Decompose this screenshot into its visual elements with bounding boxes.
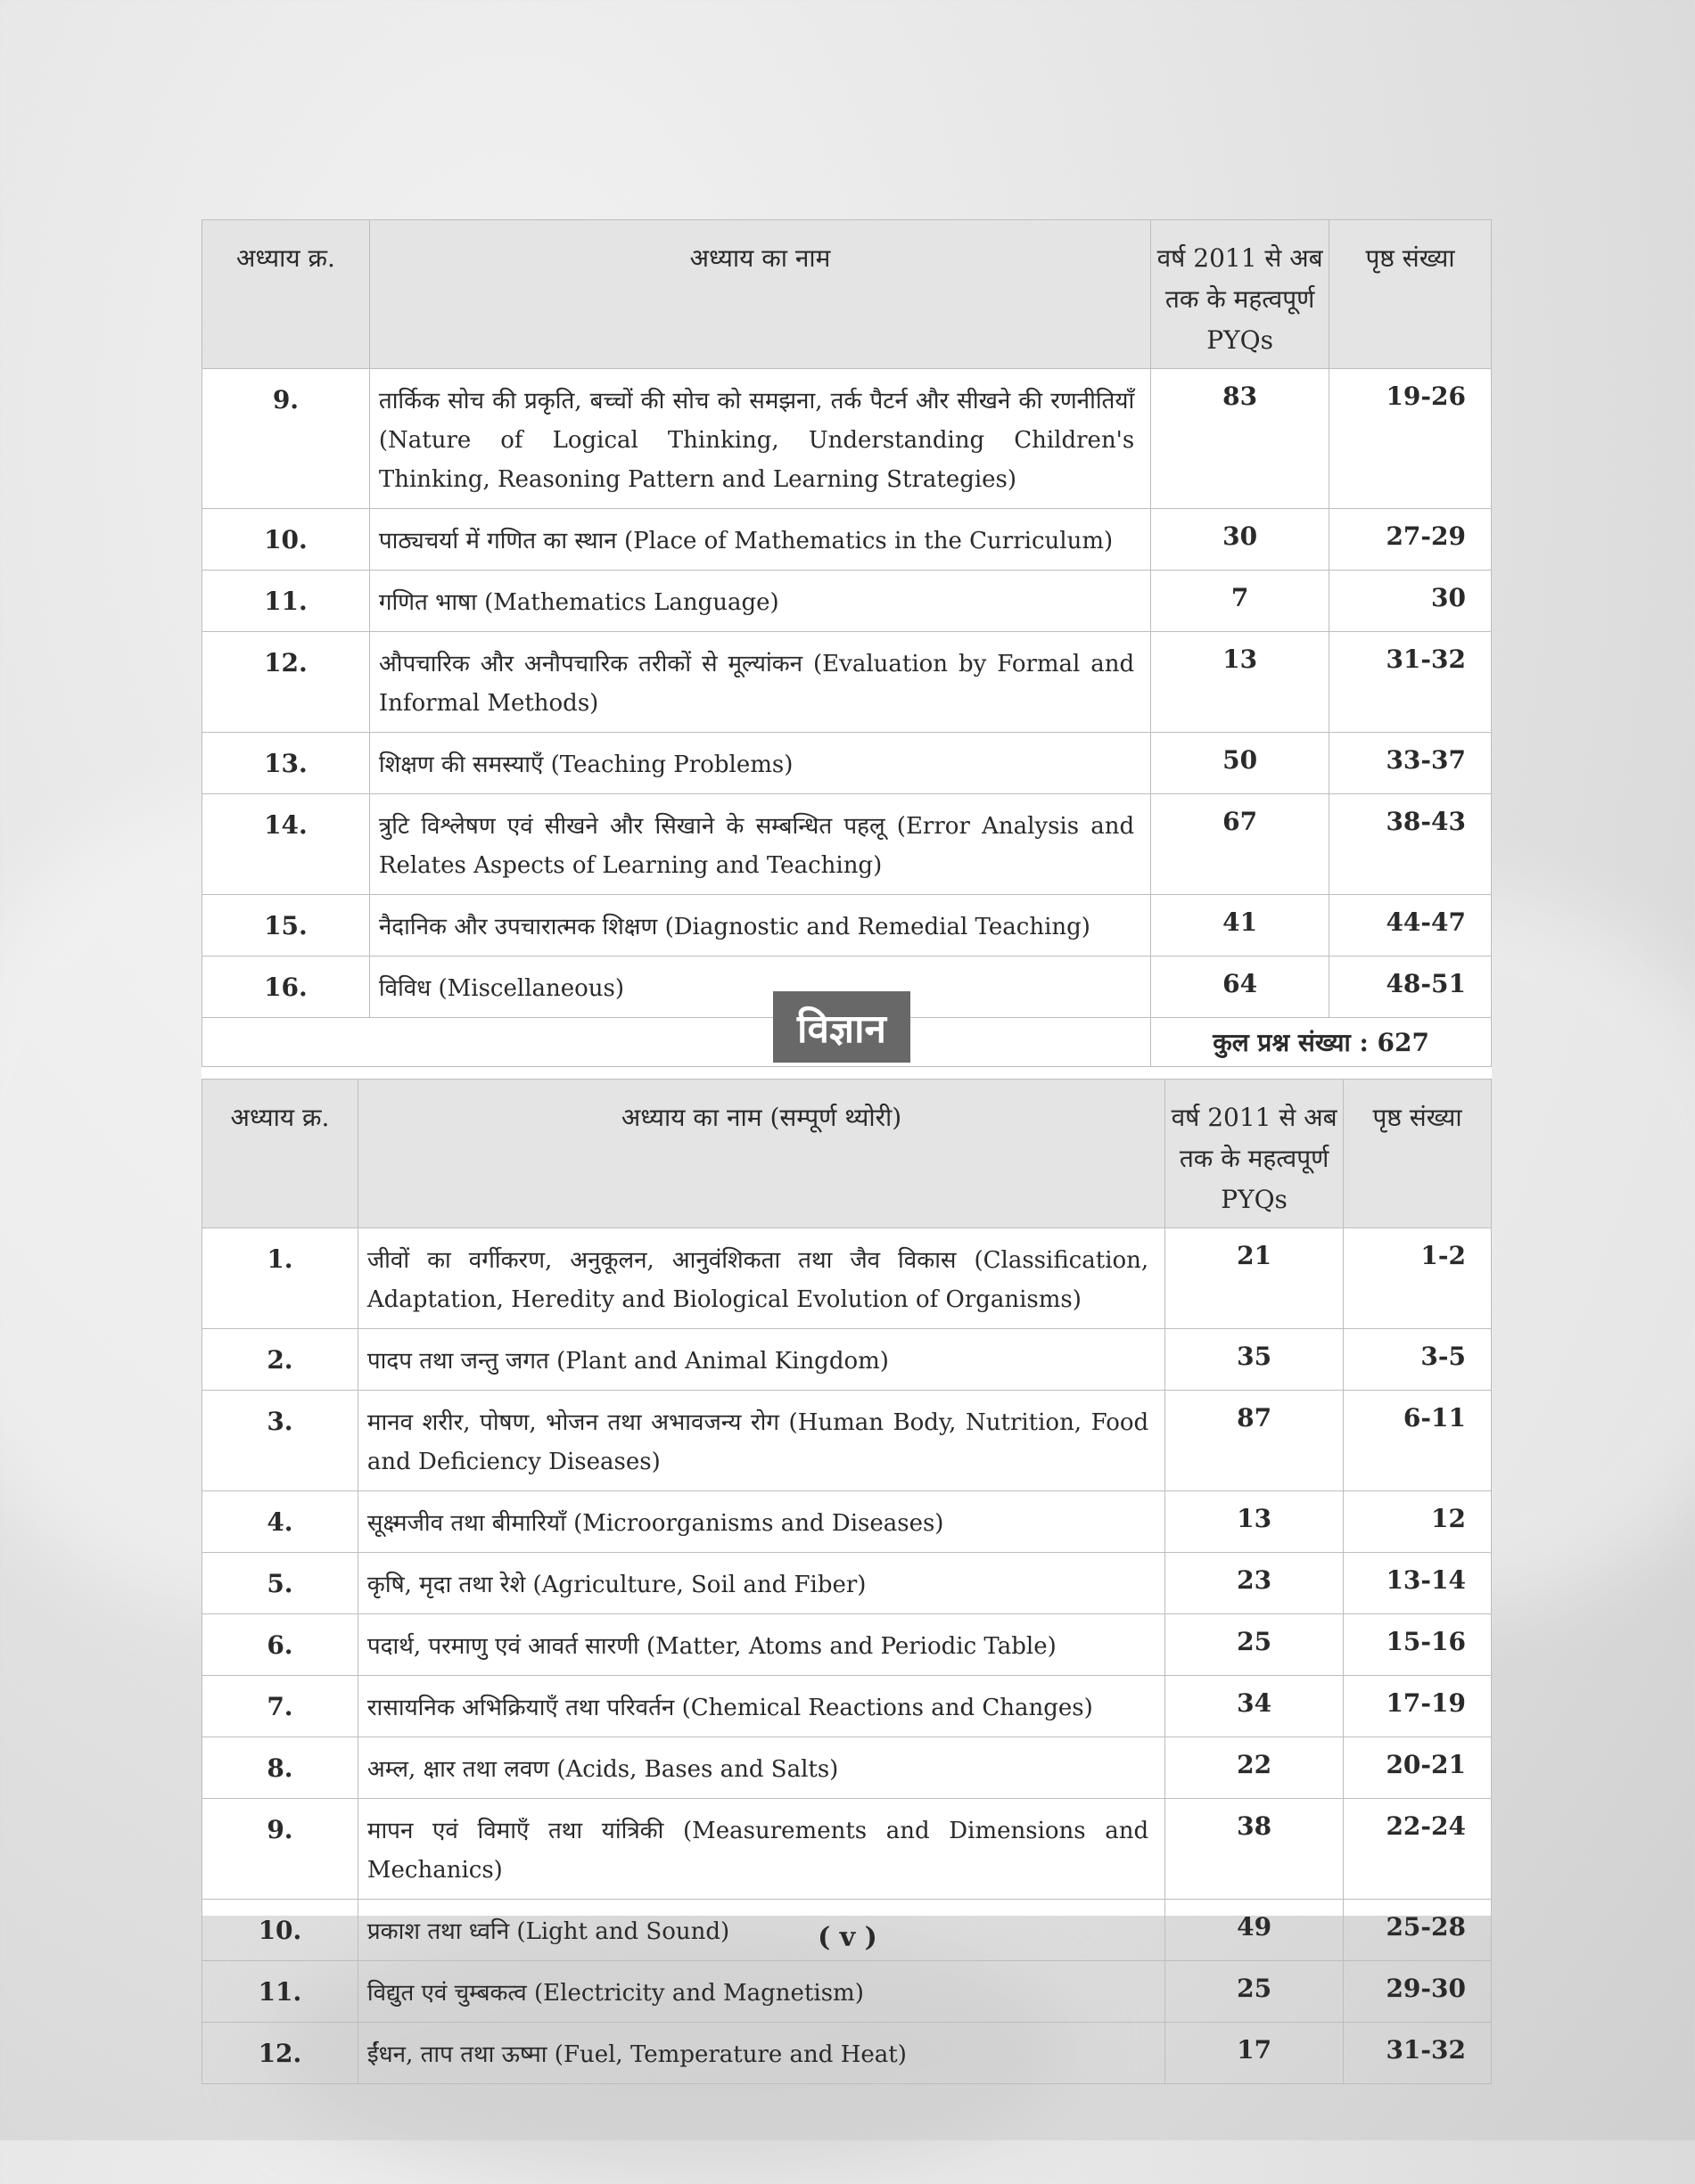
pyq-count: 87 bbox=[1165, 1391, 1344, 1491]
header-chapter-no: अध्याय क्र. bbox=[202, 1080, 358, 1228]
total-row-spacer bbox=[202, 1018, 1151, 1067]
page-range: 13-14 bbox=[1344, 1553, 1492, 1614]
chapter-name: विविध (Miscellaneous) bbox=[369, 957, 1150, 1018]
header-page-no: पृष्ठ संख्या bbox=[1344, 1080, 1492, 1228]
pyq-count: 49 bbox=[1165, 1900, 1344, 1961]
table-row bbox=[202, 1228, 1492, 1329]
chapter-name: सूक्ष्मजीव तथा बीमारियाँ (Microorganisms and Diseases) bbox=[358, 1491, 1164, 1553]
chapter-name: ईंधन, ताप तथा ऊष्मा (Fuel, Temperature and Heat) bbox=[358, 2023, 1164, 2084]
section-title: विज्ञान bbox=[773, 991, 910, 1063]
pyq-count: 83 bbox=[1151, 369, 1329, 509]
table-header-row bbox=[202, 220, 1492, 369]
chapter-name: पाठ्यचर्या में गणित का स्थान (Place of Mathematics in the Curriculum) bbox=[369, 509, 1150, 571]
table-row bbox=[202, 794, 1492, 895]
table-row bbox=[202, 1737, 1492, 1799]
page-range: 25-28 bbox=[1344, 1900, 1492, 1961]
pyq-count: 50 bbox=[1151, 733, 1329, 794]
pyq-count: 13 bbox=[1151, 632, 1329, 733]
contents-panel bbox=[202, 219, 1492, 2068]
table-row bbox=[202, 571, 1492, 632]
page-range: 17-19 bbox=[1344, 1676, 1492, 1737]
page-range: 38-43 bbox=[1329, 794, 1492, 895]
page-number: ( v ) bbox=[818, 1922, 877, 1953]
table-row bbox=[202, 733, 1492, 794]
pyq-count: 41 bbox=[1151, 895, 1329, 957]
chapter-number: 11. bbox=[202, 1961, 358, 2023]
page-range: 31-32 bbox=[1329, 632, 1492, 733]
table-header-row bbox=[202, 1080, 1492, 1228]
table-row bbox=[202, 2023, 1492, 2084]
pyq-count: 30 bbox=[1151, 509, 1329, 571]
chapter-name: मानव शरीर, पोषण, भोजन तथा अभावजन्य रोग (Human Body, Nutrition, Food and Deficiency Diseases) bbox=[358, 1391, 1164, 1491]
header-chapter-name: अध्याय का नाम (सम्पूर्ण थ्योरी) bbox=[358, 1080, 1164, 1228]
chapter-name: कृषि, मृदा तथा रेशे (Agriculture, Soil and Fiber) bbox=[358, 1553, 1164, 1614]
table-row bbox=[202, 1329, 1492, 1391]
chapter-name: अम्ल, क्षार तथा लवण (Acids, Bases and Salts) bbox=[358, 1737, 1164, 1799]
chapter-number: 15. bbox=[202, 895, 370, 957]
pyq-count: 38 bbox=[1165, 1799, 1344, 1900]
total-questions: कुल प्रश्न संख्या : 627 bbox=[1151, 1018, 1492, 1067]
pyq-count: 64 bbox=[1151, 957, 1329, 1018]
table-row bbox=[202, 1961, 1492, 2023]
pyq-count: 34 bbox=[1165, 1676, 1344, 1737]
chapter-number: 2. bbox=[202, 1329, 358, 1391]
chapter-number: 9. bbox=[202, 1799, 358, 1900]
chapter-number: 10. bbox=[202, 1900, 358, 1961]
chapter-name: प्रकाश तथा ध्वनि (Light and Sound) bbox=[358, 1900, 1164, 1961]
contents-table-mathematics bbox=[202, 219, 1492, 1067]
table-row bbox=[202, 1676, 1492, 1737]
pyq-count: 7 bbox=[1151, 571, 1329, 632]
pyq-count: 21 bbox=[1165, 1228, 1344, 1329]
table-row bbox=[202, 632, 1492, 733]
header-chapter-no: अध्याय क्र. bbox=[202, 220, 370, 369]
page-range: 31-32 bbox=[1344, 2023, 1492, 2084]
chapter-number: 10. bbox=[202, 509, 370, 571]
pyq-count: 25 bbox=[1165, 1961, 1344, 2023]
table-row bbox=[202, 895, 1492, 957]
chapter-name: शिक्षण की समस्याएँ (Teaching Problems) bbox=[369, 733, 1150, 794]
chapter-number: 12. bbox=[202, 2023, 358, 2084]
chapter-number: 8. bbox=[202, 1737, 358, 1799]
chapter-name: रासायनिक अभिक्रियाएँ तथा परिवर्तन (Chemical Reactions and Changes) bbox=[358, 1676, 1164, 1737]
pyq-count: 13 bbox=[1165, 1491, 1344, 1553]
table-row bbox=[202, 509, 1492, 571]
page-range: 20-21 bbox=[1344, 1737, 1492, 1799]
chapter-number: 11. bbox=[202, 571, 370, 632]
pyq-count: 67 bbox=[1151, 794, 1329, 895]
table-row bbox=[202, 369, 1492, 509]
chapter-number: 14. bbox=[202, 794, 370, 895]
chapter-number: 4. bbox=[202, 1491, 358, 1553]
chapter-name: पादप तथा जन्तु जगत (Plant and Animal Kingdom) bbox=[358, 1329, 1164, 1391]
pyq-count: 23 bbox=[1165, 1553, 1344, 1614]
header-page-no: पृष्ठ संख्या bbox=[1329, 220, 1492, 369]
chapter-number: 9. bbox=[202, 369, 370, 509]
chapter-number: 1. bbox=[202, 1228, 358, 1329]
chapter-name: जीवों का वर्गीकरण, अनुकूलन, आनुवंशिकता तथा जैव विकास (Classification, Adaptation, Heredity and Biological Evolution of Organisms) bbox=[358, 1228, 1164, 1329]
page-range: 33-37 bbox=[1329, 733, 1492, 794]
page-range: 30 bbox=[1329, 571, 1492, 632]
chapter-name: औपचारिक और अनौपचारिक तरीकों से मूल्यांकन (Evaluation by Formal and Informal Methods) bbox=[369, 632, 1150, 733]
chapter-number: 7. bbox=[202, 1676, 358, 1737]
page-range: 48-51 bbox=[1329, 957, 1492, 1018]
pyq-count: 25 bbox=[1165, 1614, 1344, 1676]
chapter-number: 5. bbox=[202, 1553, 358, 1614]
chapter-name: त्रुटि विश्लेषण एवं सीखने और सिखाने के सम्बन्धित पहलू (Error Analysis and Relates Aspects of Learning and Teaching) bbox=[369, 794, 1150, 895]
page-range: 19-26 bbox=[1329, 369, 1492, 509]
table-row bbox=[202, 1614, 1492, 1676]
table-row bbox=[202, 1553, 1492, 1614]
page-range: 12 bbox=[1344, 1491, 1492, 1553]
pyq-count: 35 bbox=[1165, 1329, 1344, 1391]
chapter-name: गणित भाषा (Mathematics Language) bbox=[369, 571, 1150, 632]
chapter-number: 16. bbox=[202, 957, 370, 1018]
page-range: 15-16 bbox=[1344, 1614, 1492, 1676]
pyq-count: 17 bbox=[1165, 2023, 1344, 2084]
chapter-number: 3. bbox=[202, 1391, 358, 1491]
chapter-name: पदार्थ, परमाणु एवं आवर्त सारणी (Matter, Atoms and Periodic Table) bbox=[358, 1614, 1164, 1676]
chapter-name: विद्युत एवं चुम्बकत्व (Electricity and Magnetism) bbox=[358, 1961, 1164, 2023]
page-range: 1-2 bbox=[1344, 1228, 1492, 1329]
pyq-count: 22 bbox=[1165, 1737, 1344, 1799]
chapter-number: 6. bbox=[202, 1614, 358, 1676]
page-range: 3-5 bbox=[1344, 1329, 1492, 1391]
chapter-number: 12. bbox=[202, 632, 370, 733]
header-pyqs: वर्ष 2011 से अब तक के महत्वपूर्ण PYQs bbox=[1165, 1080, 1344, 1228]
page-range: 27-29 bbox=[1329, 509, 1492, 571]
chapter-name: नैदानिक और उपचारात्मक शिक्षण (Diagnostic and Remedial Teaching) bbox=[369, 895, 1150, 957]
table-row bbox=[202, 1391, 1492, 1491]
page-range: 44-47 bbox=[1329, 895, 1492, 957]
table-row bbox=[202, 1491, 1492, 1553]
header-pyqs: वर्ष 2011 से अब तक के महत्वपूर्ण PYQs bbox=[1151, 220, 1329, 369]
table-row bbox=[202, 1799, 1492, 1900]
header-chapter-name: अध्याय का नाम bbox=[369, 220, 1150, 369]
chapter-name: तार्किक सोच की प्रकृति, बच्चों की सोच को समझना, तर्क पैटर्न और सीखने की रणनीतियाँ (Nature of Logical Thinking, Understanding Children's Thinking, Reasoning Pattern and Learning Strategies) bbox=[369, 369, 1150, 509]
chapter-number: 13. bbox=[202, 733, 370, 794]
page-range: 6-11 bbox=[1344, 1391, 1492, 1491]
chapter-name: मापन एवं विमाएँ तथा यांत्रिकी (Measurements and Dimensions and Mechanics) bbox=[358, 1799, 1164, 1900]
page-range: 22-24 bbox=[1344, 1799, 1492, 1900]
page-range: 29-30 bbox=[1344, 1961, 1492, 2023]
